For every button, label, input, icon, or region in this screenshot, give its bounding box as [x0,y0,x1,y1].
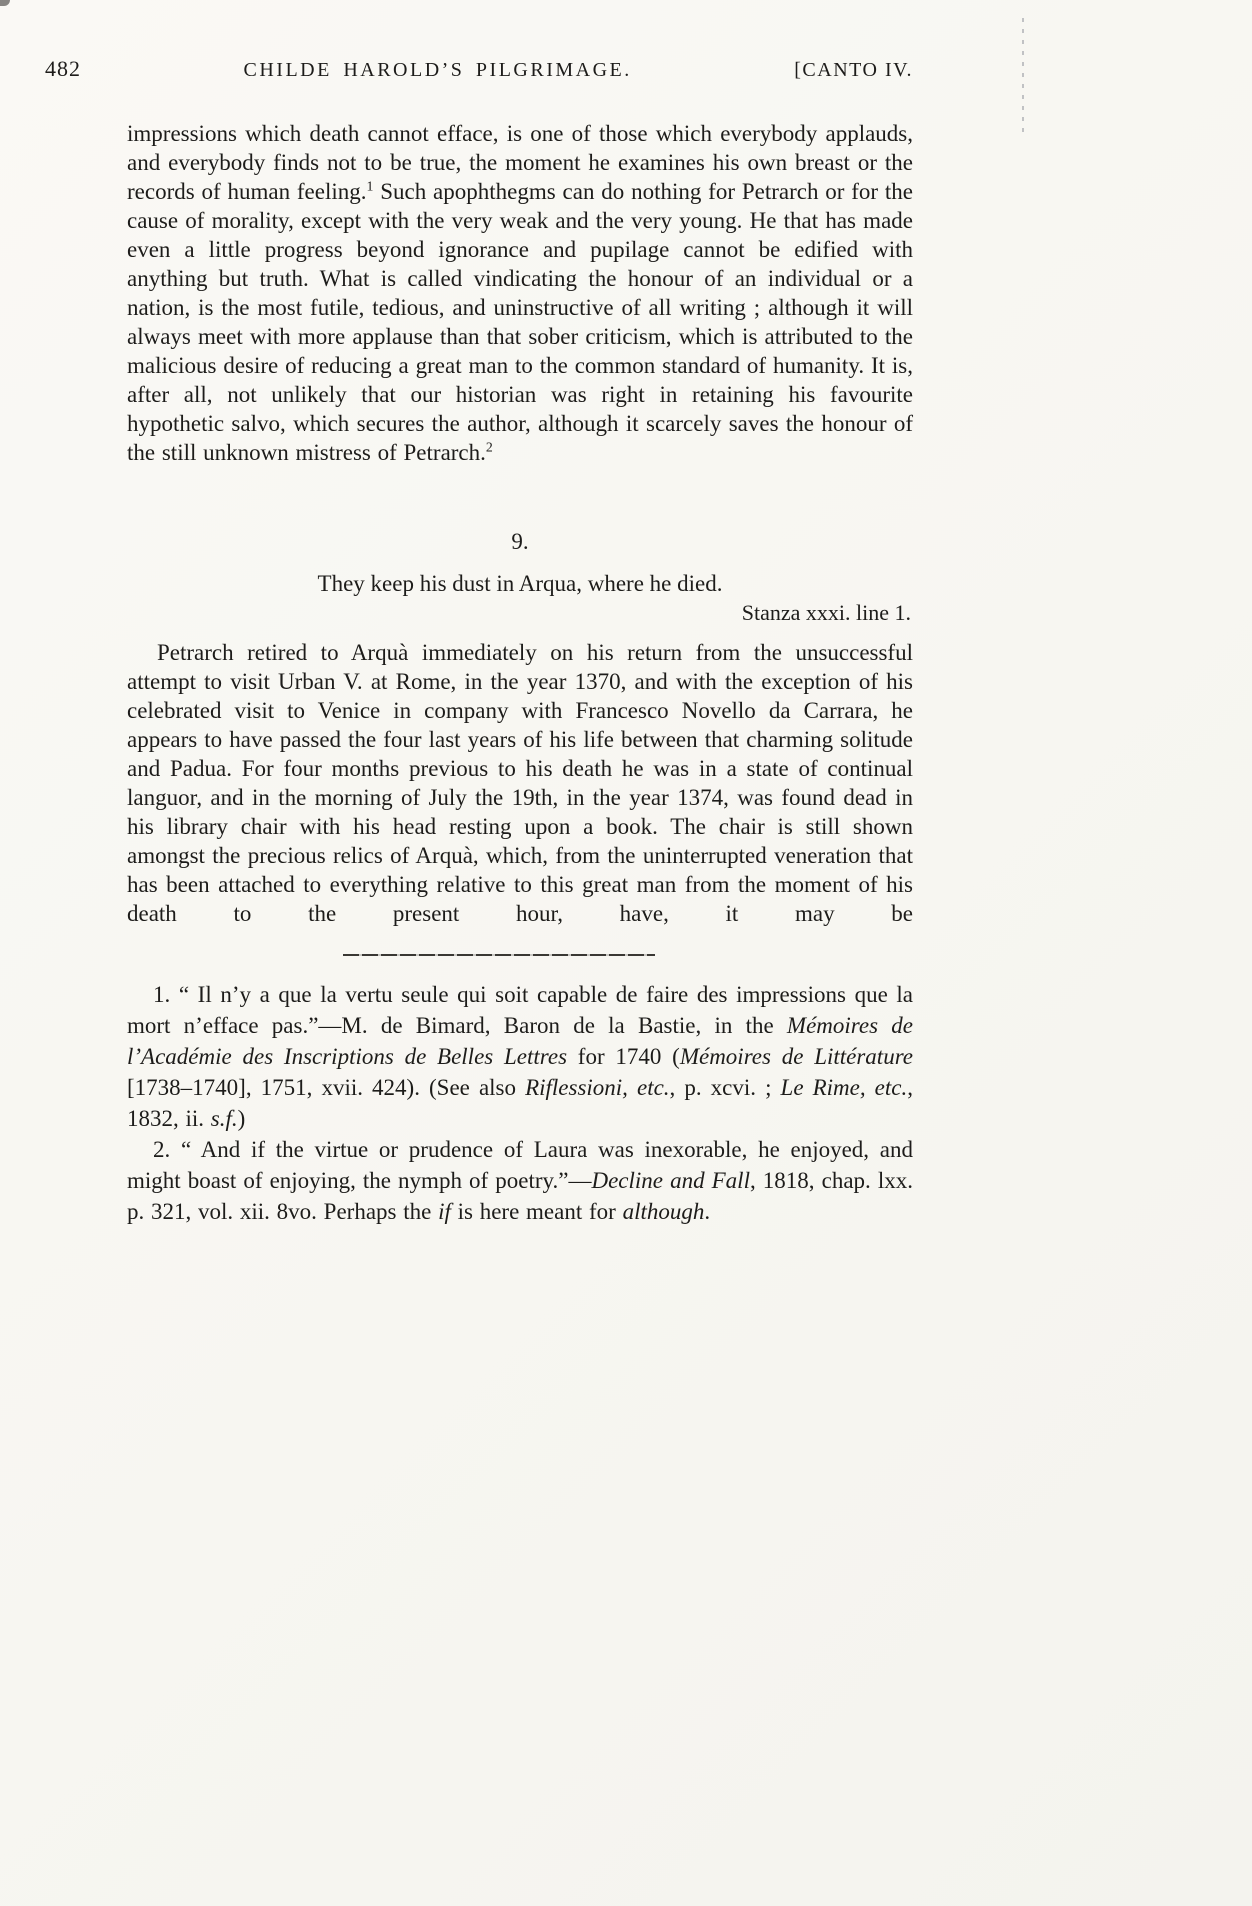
running-head [45,56,913,82]
canto-label: [CANTO IV. [794,59,913,81]
epigraph-attribution: Stanza xxxi. line 1. [741,600,911,625]
paragraph: Petrarch retired to Arquà immediately on his return from the unsuccessful attempt to visit Urban V. at Rome, in the year 1370, and with the exception of his celebrated visit to Venice in company with Francesco Novello da Carrara, he appears to have passed the four last years of his life between that charming solitude and Padua. For four months previous to his death he was in a state of continual languor, and in the morning of July the 19th, in the year 1374, was found dead in his library chair with his head resting upon a book. The chair is still shown amongst the precious relics of Arquà, which, from the uninterrupted veneration that has been attached to everything relative to this great man from the moment of his death to the present hour, have, it may be [127,640,913,926]
page-number: 482 [45,56,81,81]
footnote-1: 1. “ Il n’y a que la vertu seule qui soit capable de faire des impressions que la mort n’efface pas.”—M. de Bimard, Baron de la Bastie, in the Mémoires de l’Académie des Inscriptions de Belles Lettres for 1740 (Mémoires de Littérature [1738–1740], 1751, xvii. 424). (See also Riflessioni, etc., p. xcvi. ; Le Rime, etc., 1832, ii. s.f.) [127,982,914,1131]
scan-artifact-edge [1022,18,1024,138]
footnotes-section [127,979,913,1227]
footnote-divider [343,954,655,956]
section-number: 9. [511,529,529,554]
paragraph-continuation: impressions which death cannot efface, is one of those which everybody applauds, and everybody finds not to be true, the moment he examines his own breast or the records of human feeling.$^1$ Such apophthegms can do nothing for Petrarch or for the cause of morality, except with the very weak and the very young. He that has made even a little progress beyond ignorance and pupilage cannot be edified with anything but truth. What is called vindicating the honour of an individual or a nation, is the most futile, tedious, and uninstructive of all writing ; although it will always meet with more applause than that sober criticism, which is attributed to the malicious desire of reducing a great man to the common standard of humanity. It is, after all, not unlikely that our historian was right in retaining his favourite hypothetic salvo, which secures the author, although it scarcely saves the honour of the still unknown mistress of Petrarch.$^2$ [127,121,913,465]
footnote-2: 2. “ And if the virtue or prudence of Laura was inexorable, he enjoyed, and might boast of enjoying, the nymph of poetry.”—Decline and Fall, 1818, chap. lxx. p. 321, vol. xii. 8vo. Perhaps the if is here meant for although. [127,1137,913,1224]
scan-artifact-corner [0,0,10,6]
running-title: CHILDE HAROLD’S PILGRIMAGE. [243,59,632,81]
epigraph-quote: They keep his dust in Arqua, where he died. [317,571,723,596]
page-body [127,119,913,1227]
